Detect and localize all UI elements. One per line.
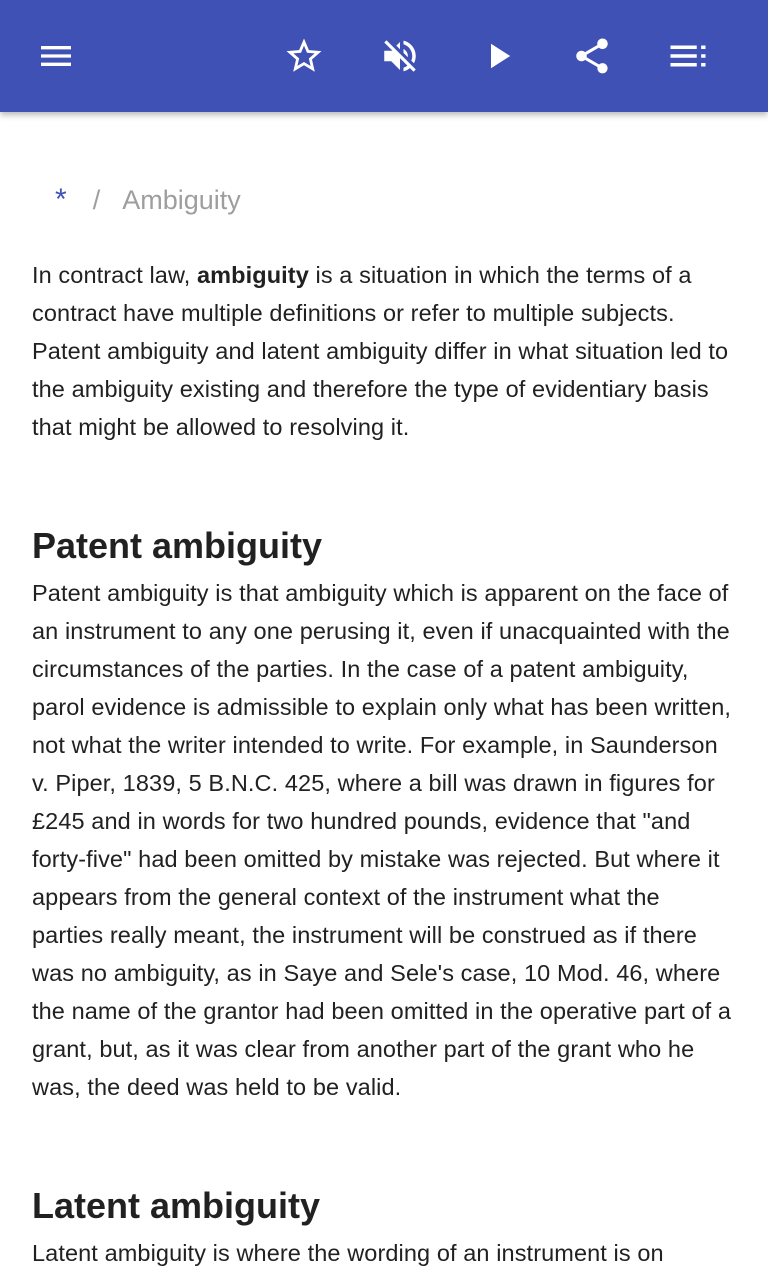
breadcrumb — [32, 180, 241, 220]
section-paragraph: Patent ambiguity is that ambiguity which is apparent on the face of an instrument to any one perusing it, even if unacquainted with the circumstances of the parties. In the case of a patent ambiguity, parol evidence is admissible to explain only what has been written, not what the writer intended to write. For example, in Saunderson v. Piper, 1839, 5 B.N.C. 425, where a bill was drawn in figures for £245 and in words for two hundred pounds, evidence that "and forty-five" had been omitted by mistake was rejected. But where it appears from the general context of the instrument what the parties really meant, the instrument will be construed as if there was no ambiguity, as in Saye and Sele's case, 10 Mod. 46, where the name of the grantor had been omitted in the operative part of a grant, but, as it was clear from another part of the grant who he was, the deed was held to be valid. — [32, 580, 732, 1100]
section-heading: Patent ambiguity — [32, 525, 323, 566]
play-icon — [477, 35, 519, 77]
share-button[interactable] — [564, 28, 620, 84]
section-paragraph: Latent ambiguity is where the wording of an instrument is on — [32, 1240, 664, 1266]
share-icon — [571, 35, 613, 77]
volume-off-icon — [379, 35, 421, 77]
breadcrumb-home-link[interactable]: * — [55, 183, 67, 216]
breadcrumb-separator: / — [92, 184, 101, 215]
intro-text-after: is a situation in which the terms of a contract have multiple definitions or refer to multiple subjects. Patent ambiguity and latent ambiguity differ in what situation led to the ambiguity existing and therefore the type of evidentiary basis that might be allowed to resolving it. — [32, 262, 729, 440]
menu-icon — [36, 36, 76, 76]
star-outline-icon — [283, 35, 325, 77]
article-content — [32, 112, 736, 1280]
section-heading: Latent ambiguity — [32, 1185, 321, 1226]
playlist-icon — [667, 35, 709, 77]
intro-paragraph — [32, 256, 736, 446]
menu-button[interactable] — [28, 28, 84, 84]
play-button[interactable] — [470, 28, 526, 84]
mute-button[interactable] — [372, 28, 428, 84]
breadcrumb-current: Ambiguity — [122, 184, 241, 215]
favorite-button[interactable] — [276, 28, 332, 84]
app-toolbar — [0, 0, 768, 112]
playlist-button[interactable] — [660, 28, 716, 84]
intro-text-before: In contract law, — [32, 262, 197, 288]
intro-term: ambiguity — [196, 262, 309, 288]
